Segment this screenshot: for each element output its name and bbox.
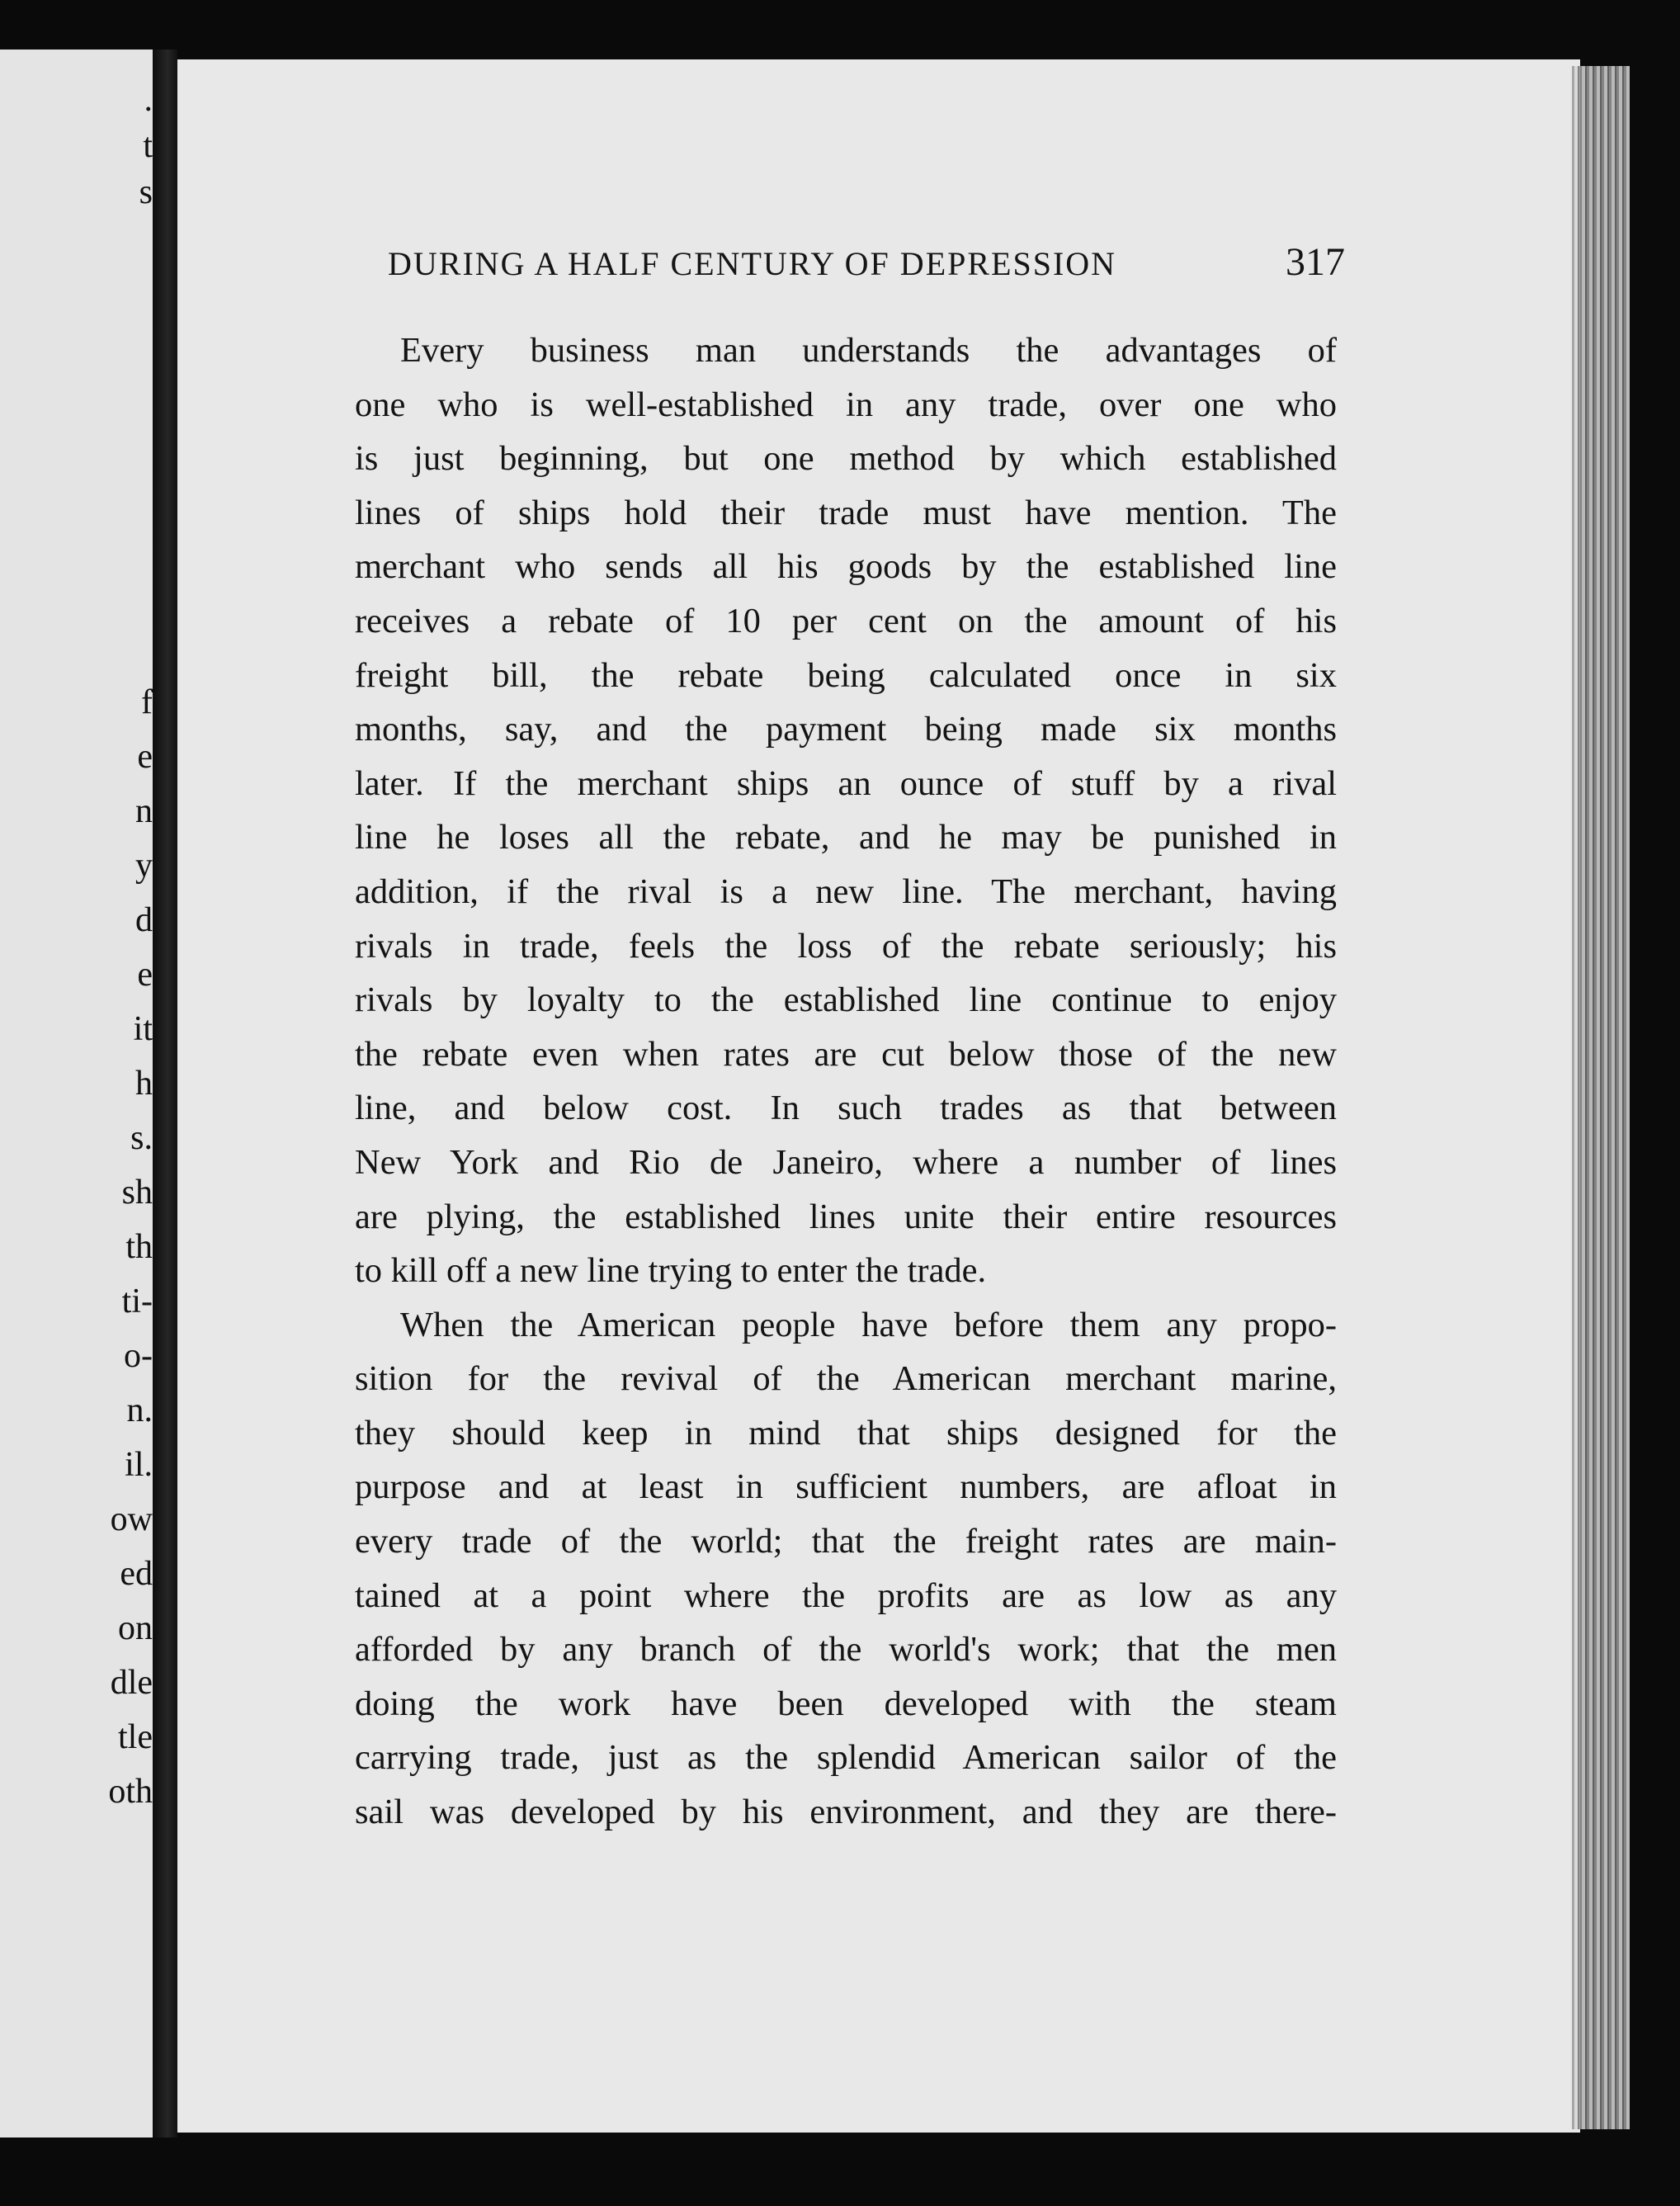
text-line: rivals by loyalty to the established line continue to enjoy [355, 980, 1337, 1020]
left-page-fragment: n [135, 792, 153, 830]
text-line: line, and below cost. In such trades as that between [355, 1089, 1337, 1128]
text-line: afforded by any branch of the world's work; that the men [355, 1630, 1337, 1670]
text-line: doing the work have been developed with the steam [355, 1684, 1337, 1723]
page-number: 317 [1286, 240, 1345, 284]
text-line: sail was developed by his environment, and they are there- [355, 1793, 1337, 1832]
text-line: one who is well-established in any trade, over one who [355, 385, 1337, 424]
left-page-fragment: s [139, 173, 153, 211]
text-line: sition for the revival of the American merchant marine, [355, 1359, 1337, 1399]
left-page-fragment: s. [130, 1119, 153, 1157]
text-line: Every business man understands the advantages of [400, 331, 1337, 370]
left-page-fragment: th [125, 1228, 153, 1266]
left-page-fragment: h [135, 1065, 153, 1103]
paragraph [355, 1298, 1337, 1840]
left-page-fragment: o- [124, 1337, 153, 1375]
text-line: to kill off a new line trying to enter the trade. [355, 1251, 987, 1291]
left-page-fragment: n. [126, 1391, 153, 1429]
left-page-fragment: oth [108, 1773, 153, 1811]
left-page-fragment: tle [118, 1718, 153, 1756]
left-page-fragment: on [118, 1609, 153, 1647]
left-page-fragment: ed [120, 1555, 153, 1593]
left-page-fragment: dle [110, 1664, 153, 1702]
text-line: tained at a point where the profits are as low as any [355, 1575, 1337, 1615]
text-line: is just beginning, but one method by which established [355, 439, 1337, 479]
left-page-fragment: e [137, 738, 153, 776]
left-page-fragment: e [137, 956, 153, 994]
paragraph [355, 324, 1337, 1298]
left-page-fragment: t [143, 127, 153, 165]
running-head [388, 239, 1345, 297]
left-page-edge [0, 50, 161, 2138]
left-page-fragment: f [141, 683, 153, 721]
left-page-fragment: ow [110, 1500, 153, 1538]
body-text [355, 324, 1337, 1840]
running-head-title: DURING A HALF CENTURY OF DEPRESSION [388, 245, 1117, 282]
page-stack-edge [1572, 66, 1630, 2129]
text-line: line he loses all the rebate, and he may be punished in [355, 818, 1337, 857]
text-line: rivals in trade, feels the loss of the rebate seriously; his [355, 926, 1337, 966]
text-line: When the American people have before them any propo- [400, 1305, 1337, 1344]
text-line: months, say, and the payment being made six months [355, 710, 1337, 749]
left-page-fragment: it [133, 1010, 153, 1048]
text-line: every trade of the world; that the freight rates are main- [355, 1522, 1337, 1561]
text-line: are plying, the established lines unite their entire resources [355, 1197, 1337, 1236]
text-line: freight bill, the rebate being calculated once in six [355, 655, 1337, 695]
left-page-fragment: sh [121, 1174, 153, 1212]
text-line: merchant who sends all his goods by the established line [355, 547, 1337, 587]
text-line: carrying trade, just as the splendid American sailor of the [355, 1738, 1337, 1778]
text-line: later. If the merchant ships an ounce of stuff by a rival [355, 763, 1337, 803]
text-line: the rebate even when rates are cut below those of the new [355, 1034, 1337, 1074]
left-page-fragment: ti- [121, 1283, 153, 1320]
book-spine [153, 50, 177, 2138]
text-line: lines of ships hold their trade must have mention. The [355, 493, 1337, 532]
text-line: New York and Rio de Janeiro, where a number of lines [355, 1142, 1337, 1182]
text-line: they should keep in mind that ships designed for the [355, 1413, 1337, 1453]
left-page-fragment: d [135, 901, 153, 939]
text-line: receives a rebate of 10 per cent on the amount of his [355, 601, 1337, 640]
left-page-fragment: . [144, 81, 153, 119]
left-page-fragment: y [135, 847, 153, 885]
text-line: purpose and at least in sufficient numbers, are afloat in [355, 1467, 1337, 1507]
text-line: addition, if the rival is a new line. The merchant, having [355, 872, 1337, 911]
left-page-fragment: il. [125, 1446, 153, 1484]
